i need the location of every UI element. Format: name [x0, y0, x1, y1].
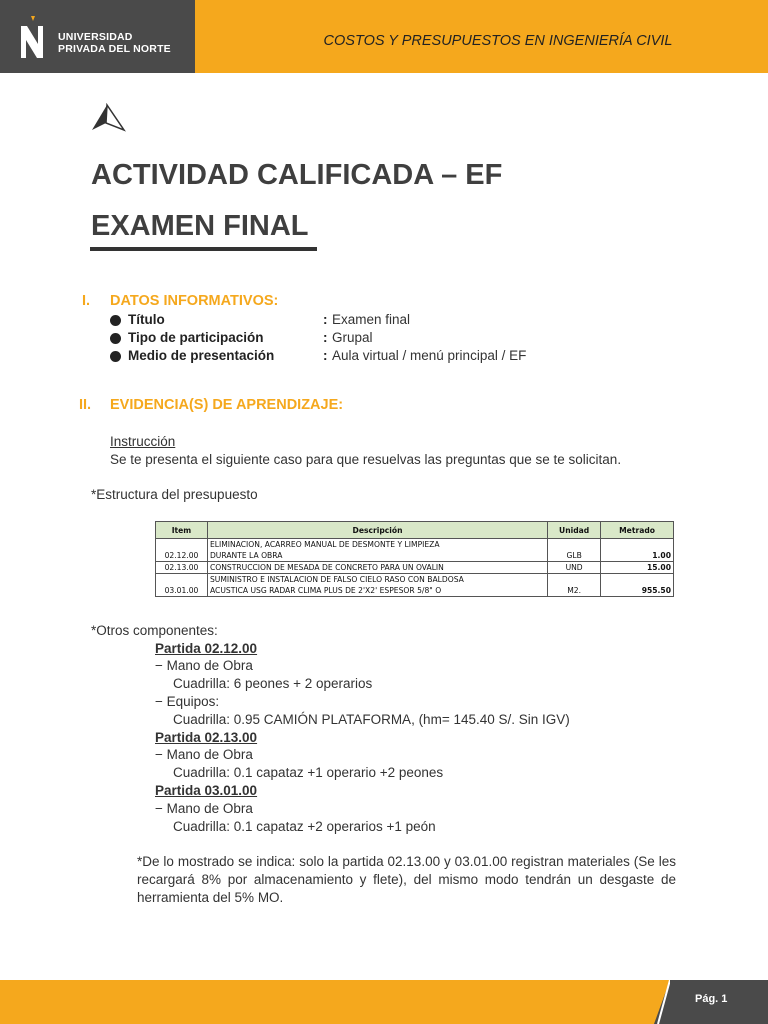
- instruction-text: Se te presenta el siguiente caso para que resuelvas las preguntas que se te solicitan.: [110, 452, 622, 467]
- info-value: Examen final: [332, 312, 411, 327]
- partida-3-labor: − Mano de Obra: [155, 801, 253, 816]
- col-header-unit: Unidad: [548, 522, 601, 539]
- info-label: Título: [128, 312, 165, 327]
- cell-item: 02.13.00: [156, 562, 208, 574]
- desc-line-1: ELIMINACION, ACARREO MANUAL DE DESMONTE Y LIMPIEZA: [209, 540, 440, 549]
- logo-line-2: PRIVADA DEL NORTE: [58, 43, 171, 55]
- bullet-icon: [110, 333, 121, 344]
- cell-description: [207, 539, 547, 562]
- logo-n-icon: [18, 16, 48, 60]
- section-1-heading: DATOS INFORMATIVOS:: [110, 293, 279, 309]
- partida-2-crew: Cuadrilla: 0.1 capataz +1 operario +2 peones: [173, 765, 444, 780]
- bullet-icon: [110, 351, 121, 362]
- desc-line-1: CONSTRUCCION DE MESADA DE CONCRETO PARA UN OVALIN: [209, 563, 444, 572]
- col-header-metrado: Metrado: [601, 522, 674, 539]
- footer-slash-decoration: [654, 980, 670, 1024]
- desc-line-2: ACUSTICA USG RADAR CLIMA PLUS DE 2'X2' ESPESOR 5/8" O: [209, 586, 442, 595]
- desc-line-2: DURANTE LA OBRA: [209, 551, 283, 560]
- partida-1-crew: Cuadrilla: 6 peones + 2 operarios: [173, 676, 373, 691]
- section-2-heading: EVIDENCIA(S) DE APRENDIZAJE:: [110, 397, 344, 413]
- partida-1-equipment: − Equipos:: [155, 694, 220, 709]
- title-line-1: ACTIVIDAD CALIFICADA – EF: [91, 159, 503, 191]
- title-line-2: EXAMEN FINAL: [91, 210, 309, 242]
- university-logo: [0, 0, 195, 73]
- partida-1-title: Partida 02.12.00: [155, 641, 258, 656]
- budget-table: [155, 521, 674, 597]
- section-2-number: II.: [79, 397, 92, 413]
- info-colon: :: [323, 348, 328, 363]
- partida-2-title: Partida 02.13.00: [155, 730, 258, 745]
- components-label: *Otros componentes:: [91, 623, 218, 638]
- desc-line-1: SUMINISTRO E INSTALACION DE FALSO CIELO RASO CON BALDOSA: [209, 575, 464, 584]
- table-row: [156, 539, 674, 562]
- partida-3-crew: Cuadrilla: 0.1 capataz +2 operarios +1 peón: [173, 819, 436, 834]
- partida-1-labor: − Mano de Obra: [155, 658, 253, 673]
- info-colon: :: [323, 312, 328, 327]
- triangle-icon: [90, 103, 126, 133]
- title-divider: [90, 247, 317, 251]
- info-label: Medio de presentación: [128, 348, 275, 363]
- page-title: [91, 150, 502, 252]
- partida-2-labor: − Mano de Obra: [155, 747, 253, 762]
- table-row: [156, 562, 674, 574]
- table-header-row: [156, 522, 674, 539]
- cell-description: [207, 574, 547, 597]
- course-title: COSTOS Y PRESUPUESTOS EN INGENIERÍA CIVIL: [323, 33, 673, 49]
- cell-item: 03.01.00: [156, 574, 208, 597]
- logo-line-1: UNIVERSIDAD: [58, 31, 133, 43]
- page-number: Pág. 1: [695, 993, 728, 1005]
- page-footer: [0, 980, 768, 1024]
- info-colon: :: [323, 330, 328, 345]
- cell-metrado: 1.00: [601, 539, 674, 562]
- info-label: Tipo de participación: [128, 330, 264, 345]
- section-1-number: I.: [82, 293, 91, 309]
- col-header-item: Item: [156, 522, 208, 539]
- instruction-label: Instrucción: [110, 434, 176, 449]
- cell-item: 02.12.00: [156, 539, 208, 562]
- structure-label: *Estructura del presupuesto: [91, 487, 258, 502]
- col-header-description: Descripción: [207, 522, 547, 539]
- cell-metrado: 955.50: [601, 574, 674, 597]
- partida-1-equipment-crew: Cuadrilla: 0.95 CAMIÓN PLATAFORMA, (hm= 145.40 S/. Sin IGV): [173, 712, 570, 727]
- cell-unit: M2.: [548, 574, 601, 597]
- bullet-icon: [110, 315, 121, 326]
- info-value: Grupal: [332, 330, 373, 345]
- partida-3-title: Partida 03.01.00: [155, 783, 258, 798]
- cell-metrado: 15.00: [601, 562, 674, 574]
- info-value: Aula virtual / menú principal / EF: [332, 348, 527, 363]
- cell-description: [207, 562, 547, 574]
- materials-note: *De lo mostrado se indica: solo la partida 02.13.00 y 03.01.00 registran materiales (Se les recargará 8% por almacenamiento y flete), del mismo modo tendrán un desgaste de herramienta del 5% MO.: [137, 854, 676, 905]
- cell-unit: UND: [548, 562, 601, 574]
- cell-unit: GLB: [548, 539, 601, 562]
- table-row: [156, 574, 674, 597]
